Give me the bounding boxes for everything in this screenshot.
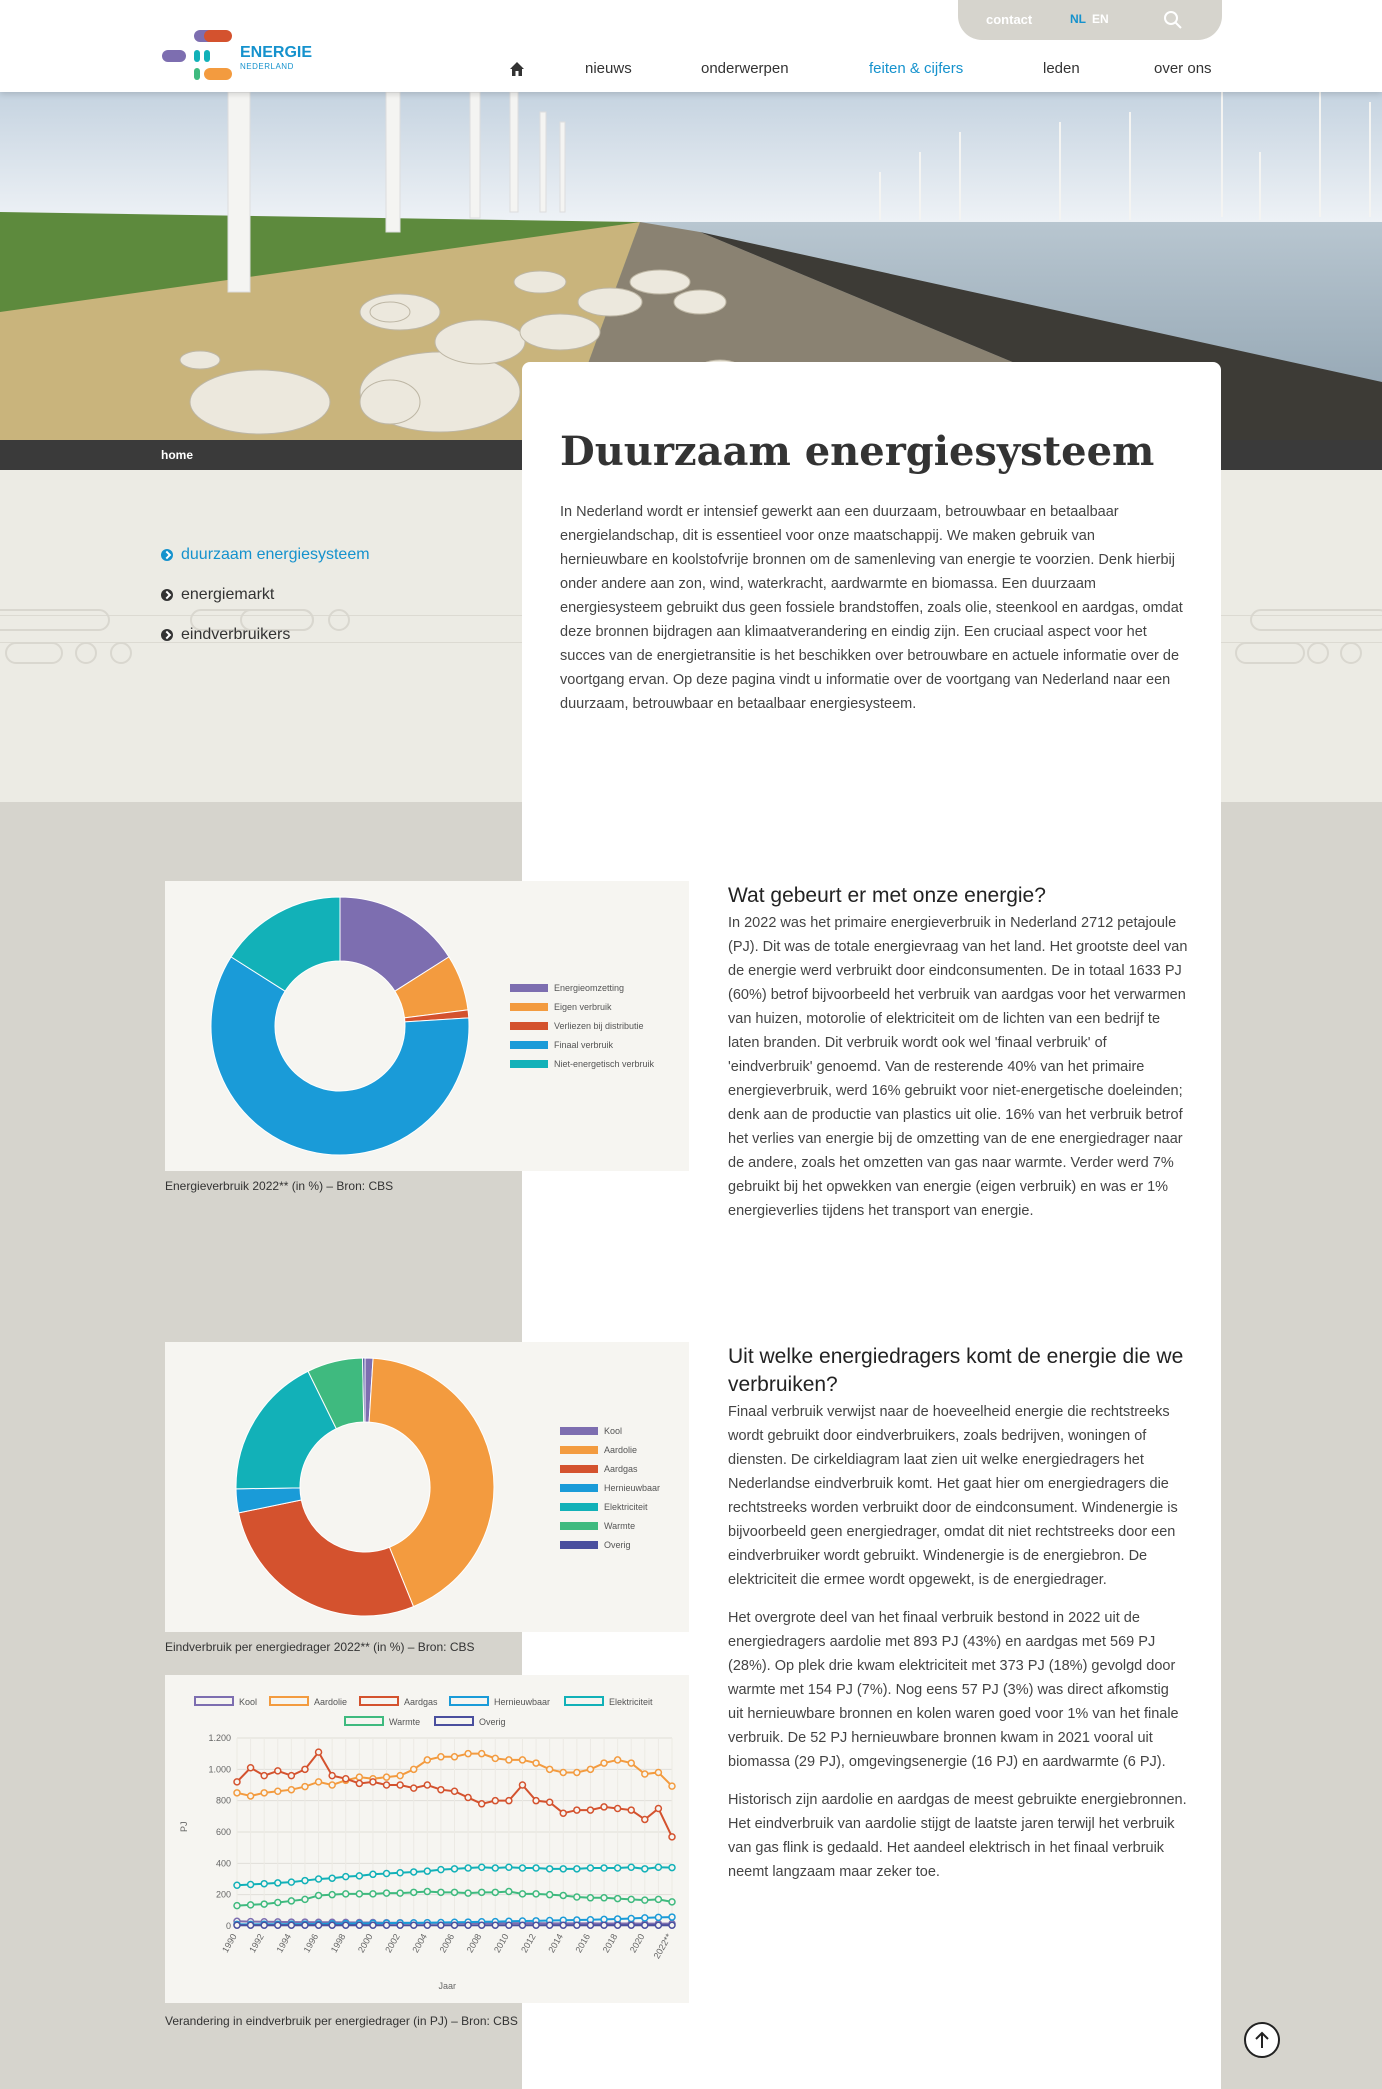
data-point	[356, 1922, 362, 1928]
data-point	[248, 1881, 254, 1887]
legend-swatch	[560, 1522, 598, 1530]
data-point	[519, 1757, 525, 1763]
data-point	[533, 1865, 539, 1871]
logo-subtext: NEDERLAND	[240, 62, 294, 71]
x-tick-label: 2012	[519, 1932, 538, 1955]
data-point	[452, 1788, 458, 1794]
data-point	[316, 1876, 322, 1882]
data-point	[574, 1866, 580, 1872]
legend-swatch	[360, 1697, 398, 1705]
data-point	[655, 1864, 661, 1870]
contact-link[interactable]: contact	[986, 12, 1033, 27]
data-point	[587, 1766, 593, 1772]
sidemenu-label: eindverbruikers	[181, 626, 291, 643]
data-point	[370, 1922, 376, 1928]
data-point	[302, 1878, 308, 1884]
legend-swatch	[450, 1697, 488, 1705]
legend-label: Verliezen bij distributie	[554, 1021, 644, 1031]
data-point	[655, 1769, 661, 1775]
data-point	[288, 1879, 294, 1885]
data-point	[574, 1922, 580, 1928]
y-axis-label: PJ	[179, 1821, 189, 1832]
data-point	[261, 1790, 267, 1796]
data-point	[547, 1766, 553, 1772]
data-point	[424, 1757, 430, 1763]
data-point	[234, 1779, 240, 1785]
data-point	[424, 1922, 430, 1928]
chart-energieverbruik	[165, 881, 689, 1171]
data-point	[424, 1868, 430, 1874]
arrow-circle-icon	[161, 549, 173, 561]
data-point	[601, 1895, 607, 1901]
language-en[interactable]: EN	[1092, 12, 1109, 26]
sidemenu-energiemarkt[interactable]	[161, 585, 491, 625]
x-tick-label: 2002	[383, 1932, 402, 1955]
data-point	[669, 1834, 675, 1840]
nav-onderwerpen[interactable]: onderwerpen	[701, 60, 789, 77]
data-point	[316, 1779, 322, 1785]
data-point	[669, 1922, 675, 1928]
arrow-up-icon	[1246, 2024, 1278, 2056]
data-point	[479, 1889, 485, 1895]
x-tick-label: 2006	[437, 1932, 457, 1955]
legend-label: Energieomzetting	[554, 983, 625, 993]
data-point	[384, 1871, 390, 1877]
data-point	[424, 1782, 430, 1788]
legend-swatch	[270, 1697, 308, 1705]
nav-feiten-cijfers[interactable]: feiten & cijfers	[869, 60, 964, 77]
data-point	[547, 1799, 553, 1805]
section-text-energiedragers	[728, 1400, 1188, 1898]
legend-swatch	[435, 1717, 473, 1725]
data-point	[669, 1783, 675, 1789]
scroll-to-top-button[interactable]	[1244, 2022, 1280, 2058]
legend-label: Niet-energetisch verbruik	[554, 1059, 655, 1069]
sidemenu-duurzaam-energiesysteem[interactable]	[161, 545, 491, 585]
nav-over-ons[interactable]: over ons	[1154, 60, 1212, 77]
legend-swatch	[560, 1465, 598, 1473]
legend-label: Hernieuwbaar	[494, 1697, 551, 1707]
data-point	[587, 1865, 593, 1871]
x-tick-label: 1996	[301, 1932, 321, 1955]
y-tick-label: 0	[225, 1921, 231, 1931]
x-tick-label: 2008	[464, 1932, 484, 1955]
data-point	[587, 1807, 593, 1813]
data-point	[560, 1810, 566, 1816]
data-point	[628, 1915, 634, 1921]
data-point	[384, 1774, 390, 1780]
arrow-circle-icon	[161, 629, 173, 641]
data-point	[655, 1922, 661, 1928]
x-tick-label: 2010	[491, 1932, 511, 1955]
page-title: Duurzaam energiesysteem	[560, 428, 1155, 475]
x-tick-label: 2022**	[651, 1932, 674, 1961]
data-point	[356, 1873, 362, 1879]
data-point	[329, 1892, 335, 1898]
data-point	[587, 1922, 593, 1928]
data-point	[479, 1922, 485, 1928]
legend-label: Kool	[239, 1697, 258, 1707]
data-point	[628, 1896, 634, 1902]
legend-swatch	[510, 1022, 548, 1030]
data-point	[356, 1774, 362, 1780]
home-icon[interactable]	[509, 61, 525, 77]
legend-label: Finaal verbruik	[554, 1040, 614, 1050]
data-point	[669, 1899, 675, 1905]
data-point	[452, 1754, 458, 1760]
legend-label: Aardolie	[314, 1697, 348, 1707]
data-point	[411, 1869, 417, 1875]
data-point	[288, 1773, 294, 1779]
data-point	[261, 1773, 267, 1779]
data-point	[411, 1785, 417, 1791]
data-point	[302, 1766, 308, 1772]
search-icon[interactable]	[1163, 10, 1183, 30]
y-tick-label: 1.200	[208, 1733, 231, 1743]
data-point	[248, 1922, 254, 1928]
x-axis-label: Jaar	[438, 1981, 457, 1991]
data-point	[587, 1895, 593, 1901]
data-point	[343, 1922, 349, 1928]
legend-swatch	[560, 1446, 598, 1454]
data-point	[248, 1765, 254, 1771]
data-point	[655, 1914, 661, 1920]
data-point	[397, 1922, 403, 1928]
data-point	[370, 1891, 376, 1897]
data-point	[370, 1871, 376, 1877]
legend-label: Warmte	[604, 1521, 636, 1531]
chart-eindverbruik-pie	[165, 1342, 689, 1632]
nav-leden[interactable]: leden	[1043, 60, 1080, 77]
legend-swatch	[565, 1697, 603, 1705]
chart-eindverbruik-line	[165, 1675, 689, 2003]
data-point	[642, 1771, 648, 1777]
legend-label: Aardgas	[404, 1697, 438, 1707]
legend-label: Overig	[479, 1717, 506, 1727]
data-point	[479, 1801, 485, 1807]
sidemenu-label: duurzaam energiesysteem	[181, 546, 370, 563]
data-point	[329, 1875, 335, 1881]
data-point	[329, 1782, 335, 1788]
legend-label: Kool	[604, 1426, 623, 1436]
data-point	[533, 1891, 539, 1897]
legend-label: Hernieuwbaar	[604, 1483, 661, 1493]
data-point	[275, 1768, 281, 1774]
section-text-energie: In 2022 was het primaire energieverbruik in Nederland 2712 petajoule (PJ). Dit was de totale energievraag van het land. Het grootste deel van de energie werd verbruikt door eindconsumenten. De in totaal 1633 PJ (60%) betrof bijvoorbeeld het verbruik van aardgas voor het verwarmen van huizen, motorolie of elektriciteit om de lichten van een bedrijf te laten branden. Dit verbruik wordt ook wel 'finaal verbruik' of 'eindverbruik' genoemd. Van de resterende 40% van het primaire energieverbruik, werd 16% gebruikt voor niet-energetische doeleinden; denk aan de productie van plastics uit olie. 16% van het verbruik betrof het verlies van energie bij de omzetting van de ene energiedrager naar de andere, zoals het omzetten van gas naar warmte. Verder werd 7% gebruikt bij het opwekken van energie (eigen verbruik) en was er 1% energieverlies tijdens het transport van energie.	[728, 915, 1188, 1219]
chart-caption-eindverbruik-line: Verandering in eindverbruik per energiedrager (in PJ) – Bron: CBS	[165, 2014, 518, 2028]
x-tick-label: 1994	[274, 1932, 294, 1955]
data-point	[506, 1922, 512, 1928]
data-point	[275, 1900, 281, 1906]
intro-text: In Nederland wordt er intensief gewerkt aan een duurzaam, betrouwbaar en betaalbaar energielandschap, dit is essentieel voor onze maatschappij. We maken gebruik van hernieuwbare en koolstofvrije bronnen om de samenleving van energie te voorzien. Denk hierbij onder andere aan zon, wind, waterkracht, aardwarmte en biomassa. Een duurzaam energiesysteem gebruikt dus geen fossiele brandstoffen, zoals olie, steenkool en aardgas, omdat deze bronnen bijdragen aan klimaatverandering en eindig zijn. Een cruciaal aspect voor het succes van de energietransitie is het beschikken over betrouwbare en actuele informatie over de voortgang ervan. Op deze pagina vindt u informatie over de voortgang van Nederland naar een duurzaam, betrouwbaar en betaalbaar energiesysteem.	[560, 504, 1183, 712]
paragraph: Historisch zijn aardolie en aardgas de meest gebruikte energiebronnen. Het eindverbruik van aardolie stijgt de laatste jaren terwijl het verbruik van gas flink is gedaald. Het aandeel elektrisch in het finaal verbruik neemt langzaam maar zeker toe.	[728, 1792, 1187, 1880]
data-point	[533, 1798, 539, 1804]
data-point	[628, 1760, 634, 1766]
x-tick-label: 2004	[410, 1932, 430, 1955]
data-point	[506, 1798, 512, 1804]
data-point	[615, 1865, 621, 1871]
data-point	[465, 1795, 471, 1801]
legend-label: Eigen verbruik	[554, 1002, 612, 1012]
legend-label: Elektriciteit	[609, 1697, 653, 1707]
data-point	[479, 1751, 485, 1757]
data-point	[438, 1787, 444, 1793]
data-point	[492, 1798, 498, 1804]
data-point	[547, 1866, 553, 1872]
chart-caption-eindverbruik-pie: Eindverbruik per energiedrager 2022** (in %) – Bron: CBS	[165, 1640, 475, 1654]
arrow-circle-icon	[161, 589, 173, 601]
data-point	[628, 1807, 634, 1813]
data-point	[465, 1922, 471, 1928]
data-point	[288, 1787, 294, 1793]
data-point	[384, 1782, 390, 1788]
data-point	[438, 1867, 444, 1873]
data-point	[642, 1897, 648, 1903]
data-point	[533, 1760, 539, 1766]
data-point	[329, 1922, 335, 1928]
language-nl[interactable]: NL	[1070, 12, 1086, 26]
logo-text: ENERGIE	[240, 44, 313, 61]
data-point	[329, 1773, 335, 1779]
data-point	[479, 1864, 485, 1870]
data-point	[397, 1890, 403, 1896]
data-point	[316, 1922, 322, 1928]
data-point	[560, 1922, 566, 1928]
data-point	[452, 1866, 458, 1872]
x-tick-label: 2020	[627, 1932, 647, 1955]
data-point	[601, 1922, 607, 1928]
section-title-energiedragers: Uit welke energiedragers komt de energie die we verbruiken?	[728, 1345, 1184, 1396]
data-point	[261, 1922, 267, 1928]
data-point	[574, 1894, 580, 1900]
data-point	[642, 1915, 648, 1921]
legend-swatch	[510, 1003, 548, 1011]
data-point	[384, 1890, 390, 1896]
y-tick-label: 600	[215, 1827, 231, 1837]
data-point	[343, 1776, 349, 1782]
site-header	[0, 0, 1382, 92]
data-point	[492, 1889, 498, 1895]
data-point	[560, 1892, 566, 1898]
data-point	[302, 1922, 308, 1928]
data-point	[615, 1806, 621, 1812]
data-point	[234, 1882, 240, 1888]
x-tick-label: 1990	[220, 1932, 239, 1955]
data-point	[397, 1782, 403, 1788]
legend-swatch	[345, 1717, 383, 1725]
data-point	[642, 1816, 648, 1822]
data-point	[316, 1892, 322, 1898]
data-point	[343, 1891, 349, 1897]
legend-label: Warmte	[389, 1717, 421, 1727]
data-point	[642, 1866, 648, 1872]
data-point	[302, 1784, 308, 1790]
legend-swatch	[560, 1427, 598, 1435]
legend-swatch	[510, 1060, 548, 1068]
data-point	[547, 1922, 553, 1928]
legend-label: Aardolie	[604, 1445, 638, 1455]
data-point	[669, 1865, 675, 1871]
data-point	[506, 1864, 512, 1870]
data-point	[615, 1757, 621, 1763]
data-point	[519, 1922, 525, 1928]
data-point	[492, 1755, 498, 1761]
legend-swatch	[560, 1484, 598, 1492]
legend-label: Elektriciteit	[604, 1502, 648, 1512]
data-point	[560, 1866, 566, 1872]
data-point	[234, 1922, 240, 1928]
data-point	[356, 1780, 362, 1786]
data-point	[248, 1902, 254, 1908]
utility-bar	[958, 0, 1222, 40]
x-tick-label: 2014	[546, 1932, 565, 1955]
data-point	[601, 1760, 607, 1766]
x-tick-label: 2000	[355, 1932, 375, 1955]
data-point	[234, 1790, 240, 1796]
sidemenu-eindverbruikers[interactable]	[161, 625, 491, 665]
section-title-energie: Wat gebeurt er met onze energie?	[728, 884, 1046, 907]
data-point	[574, 1807, 580, 1813]
data-point	[615, 1922, 621, 1928]
data-point	[560, 1769, 566, 1775]
legend-swatch	[510, 984, 548, 992]
data-point	[519, 1865, 525, 1871]
paragraph: Het overgrote deel van het finaal verbruik bestond in 2022 uit de energiedragers aardolie met 893 PJ (43%) en aardgas met 569 PJ (28%). Op plek drie kwam elektriciteit met 373 PJ (18%) gevolgd door warmte met 154 PJ (7%). Nog eens 57 PJ (3%) was direct afkomstig uit hernieuwbare bronnen en kolen waren goed voor 1% van het finale verbruik. De 52 PJ hernieuwbare bronnen kwam in 2021 vooral uit biomassa (29 PJ), omgevingsenergie (16 PJ) en aardwarmte (6 PJ).	[728, 1610, 1179, 1770]
data-point	[316, 1749, 322, 1755]
data-point	[424, 1889, 430, 1895]
breadcrumb-home[interactable]: home	[161, 448, 194, 462]
data-point	[628, 1922, 634, 1928]
nav-nieuws[interactable]: nieuws	[585, 60, 632, 77]
legend-swatch	[560, 1541, 598, 1549]
data-point	[275, 1788, 281, 1794]
data-point	[655, 1806, 661, 1812]
data-point	[452, 1922, 458, 1928]
sidemenu-label: energiemarkt	[181, 586, 275, 603]
legend-label: Aardgas	[604, 1464, 638, 1474]
chart-caption-energieverbruik: Energieverbruik 2022** (in %) – Bron: CBS	[165, 1179, 394, 1193]
data-point	[492, 1865, 498, 1871]
data-point	[465, 1865, 471, 1871]
data-point	[411, 1922, 417, 1928]
legend-label: Overig	[604, 1540, 631, 1550]
data-point	[628, 1864, 634, 1870]
data-point	[370, 1779, 376, 1785]
data-point	[601, 1865, 607, 1871]
x-tick-label: 1998	[328, 1932, 348, 1955]
data-point	[275, 1922, 281, 1928]
data-point	[438, 1889, 444, 1895]
data-point	[438, 1754, 444, 1760]
x-tick-label: 2018	[600, 1932, 620, 1955]
data-point	[601, 1804, 607, 1810]
data-point	[411, 1889, 417, 1895]
data-point	[384, 1922, 390, 1928]
data-point	[642, 1922, 648, 1928]
x-tick-label: 1992	[247, 1932, 266, 1955]
data-point	[356, 1891, 362, 1897]
data-point	[438, 1922, 444, 1928]
pie-slice	[239, 1500, 414, 1616]
main-navigation	[0, 60, 1382, 84]
side-menu	[161, 545, 491, 665]
data-point	[547, 1892, 553, 1898]
data-point	[533, 1922, 539, 1928]
data-point	[261, 1881, 267, 1887]
data-point	[615, 1896, 621, 1902]
data-point	[492, 1922, 498, 1928]
data-point	[411, 1766, 417, 1772]
data-point	[465, 1890, 471, 1896]
data-point	[288, 1922, 294, 1928]
legend-swatch	[510, 1041, 548, 1049]
data-point	[506, 1757, 512, 1763]
legend-swatch	[560, 1503, 598, 1511]
legend-swatch	[195, 1697, 233, 1705]
data-point	[452, 1889, 458, 1895]
y-tick-label: 200	[215, 1889, 231, 1900]
data-point	[397, 1870, 403, 1876]
data-point	[519, 1782, 525, 1788]
data-point	[261, 1901, 267, 1907]
data-point	[669, 1914, 675, 1920]
data-point	[519, 1891, 525, 1897]
data-point	[615, 1916, 621, 1922]
y-tick-label: 400	[215, 1858, 231, 1869]
paragraph: Finaal verbruik verwijst naar de hoeveelheid energie die rechtstreeks wordt gebruikt door eindverbruikers, zoals bedrijven, woningen of diensten. De cirkeldiagram laat zien uit welke energiedragers het Nederlandse eindverbruik komt. Het gaat hier om energiedragers die rechtstreeks worden verbruikt door de eindconsument. Windenergie is bijvoorbeeld geen energiedrager, omdat dit niet rechtstreeks door een eindverbruiker wordt gebruikt. Windenergie is de energiebron. De elektriciteit die ermee wordt opgewekt, is de energiedrager.	[728, 1404, 1178, 1588]
data-point	[655, 1896, 661, 1902]
data-point	[248, 1793, 254, 1799]
x-tick-label: 2016	[573, 1932, 593, 1955]
data-point	[234, 1903, 240, 1909]
y-tick-label: 800	[215, 1795, 231, 1806]
data-point	[343, 1874, 349, 1880]
data-point	[506, 1889, 512, 1895]
data-point	[465, 1751, 471, 1757]
data-point	[574, 1769, 580, 1775]
data-point	[288, 1898, 294, 1904]
y-tick-label: 1.000	[208, 1764, 231, 1775]
data-point	[302, 1896, 308, 1902]
data-point	[275, 1880, 281, 1886]
data-point	[397, 1773, 403, 1779]
